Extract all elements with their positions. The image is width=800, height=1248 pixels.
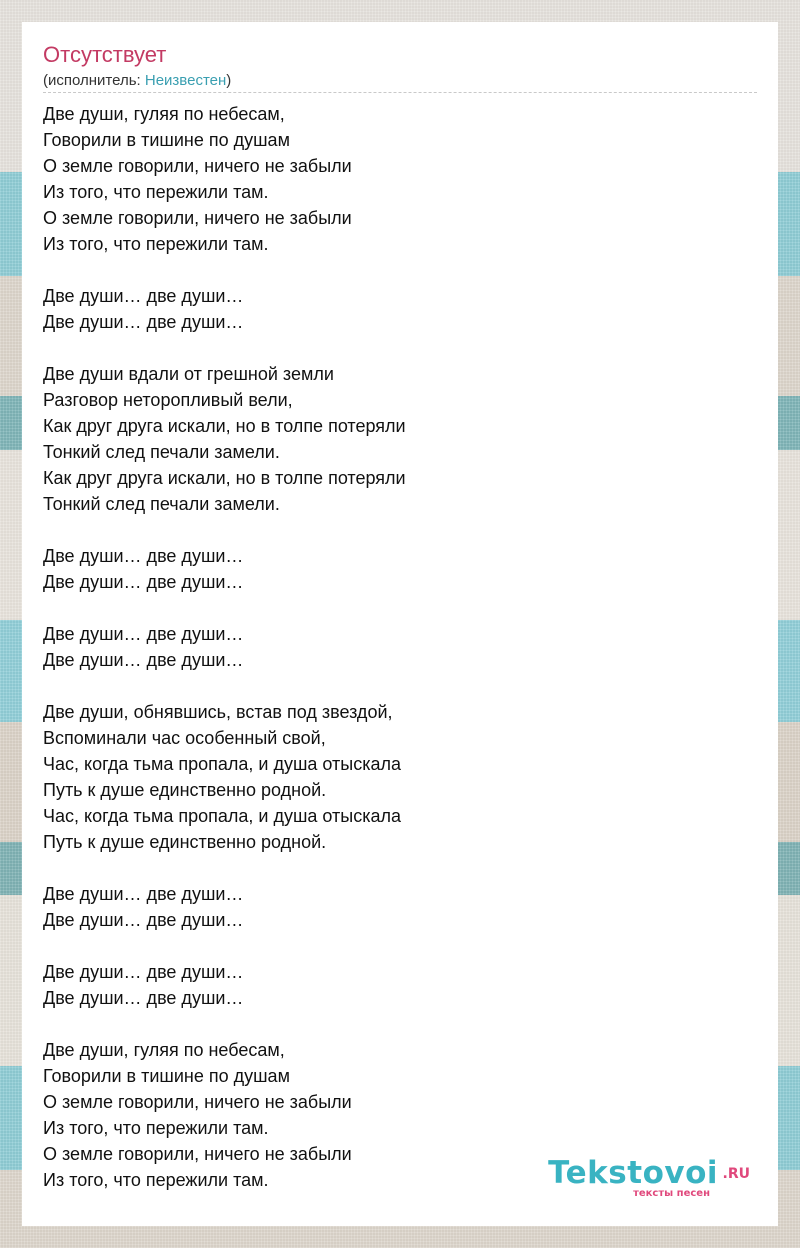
lyric-line: Тонкий след печали замели.	[43, 494, 280, 514]
lyric-line: Путь к душе единственно родной.	[43, 832, 327, 852]
lyric-line: Как друг друга искали, но в толпе потеряли	[43, 416, 406, 436]
lyric-line: Из того, что пережили там.	[43, 1170, 269, 1190]
stanza-gap	[43, 257, 757, 283]
lyric-line: Две души вдали от грешной земли	[43, 364, 334, 384]
lyric-line: Две души, гуляя по небесам,	[43, 104, 285, 124]
lyric-line: Говорили в тишине по душам	[43, 130, 290, 150]
logo-domain: .RU	[722, 1166, 750, 1182]
lyric-line: Две души, гуляя по небесам,	[43, 1040, 285, 1060]
logo-wordmark: Tekstovoi	[548, 1155, 718, 1191]
lyric-line: Две души… две души…	[43, 572, 244, 592]
artist-link[interactable]: Неизвестен	[144, 72, 227, 89]
lyric-line: О земле говорили, ничего не забыли	[43, 1092, 352, 1112]
lyric-line: Из того, что пережили там.	[43, 1118, 269, 1138]
lyric-line: Час, когда тьма пропала, и душа отыскала	[43, 754, 402, 774]
logo-tagline: тексты песен	[633, 1188, 710, 1199]
artist-line	[43, 72, 757, 93]
lyric-line: Час, когда тьма пропала, и душа отыскала	[43, 806, 402, 826]
artist-prefix: (исполнитель:	[43, 72, 145, 89]
lyric-line: Две души… две души…	[43, 884, 244, 904]
stanza-gap	[43, 855, 757, 881]
site-logo[interactable]	[540, 1152, 750, 1204]
song-title: Отсутствует	[43, 42, 167, 67]
lyric-line: Две души… две души…	[43, 988, 244, 1008]
stanza-gap	[43, 595, 757, 621]
lyric-line: Две души… две души…	[43, 650, 244, 670]
artist-suffix: )	[226, 72, 232, 89]
lyric-line: Разговор неторопливый вели,	[43, 390, 293, 410]
lyric-line: О земле говорили, ничего не забыли	[43, 156, 352, 176]
lyric-line: О земле говорили, ничего не забыли	[43, 208, 352, 228]
lyrics-card	[22, 22, 778, 1226]
lyric-line: Путь к душе единственно родной.	[43, 780, 327, 800]
lyric-line: О земле говорили, ничего не забыли	[43, 1144, 352, 1164]
stanza-gap	[43, 335, 757, 361]
lyrics-text	[43, 101, 757, 1193]
lyric-line: Говорили в тишине по душам	[43, 1066, 290, 1086]
lyric-line: Две души, обнявшись, встав под звездой,	[43, 702, 393, 722]
stanza-gap	[43, 673, 757, 699]
lyric-line: Две души… две души…	[43, 286, 244, 306]
lyric-line: Две души… две души…	[43, 962, 244, 982]
stanza-gap	[43, 517, 757, 543]
stanza-gap	[43, 1011, 757, 1037]
lyric-line: Две души… две души…	[43, 312, 244, 332]
lyric-line: Две души… две души…	[43, 624, 244, 644]
lyric-line: Две души… две души…	[43, 546, 244, 566]
lyric-line: Вспоминали час особенный свой,	[43, 728, 326, 748]
lyric-line: Как друг друга искали, но в толпе потеряли	[43, 468, 406, 488]
lyric-line: Две души… две души…	[43, 910, 244, 930]
lyric-line: Из того, что пережили там.	[43, 234, 269, 254]
lyric-line: Тонкий след печали замели.	[43, 442, 280, 462]
stanza-gap	[43, 933, 757, 959]
lyric-line: Из того, что пережили там.	[43, 182, 269, 202]
